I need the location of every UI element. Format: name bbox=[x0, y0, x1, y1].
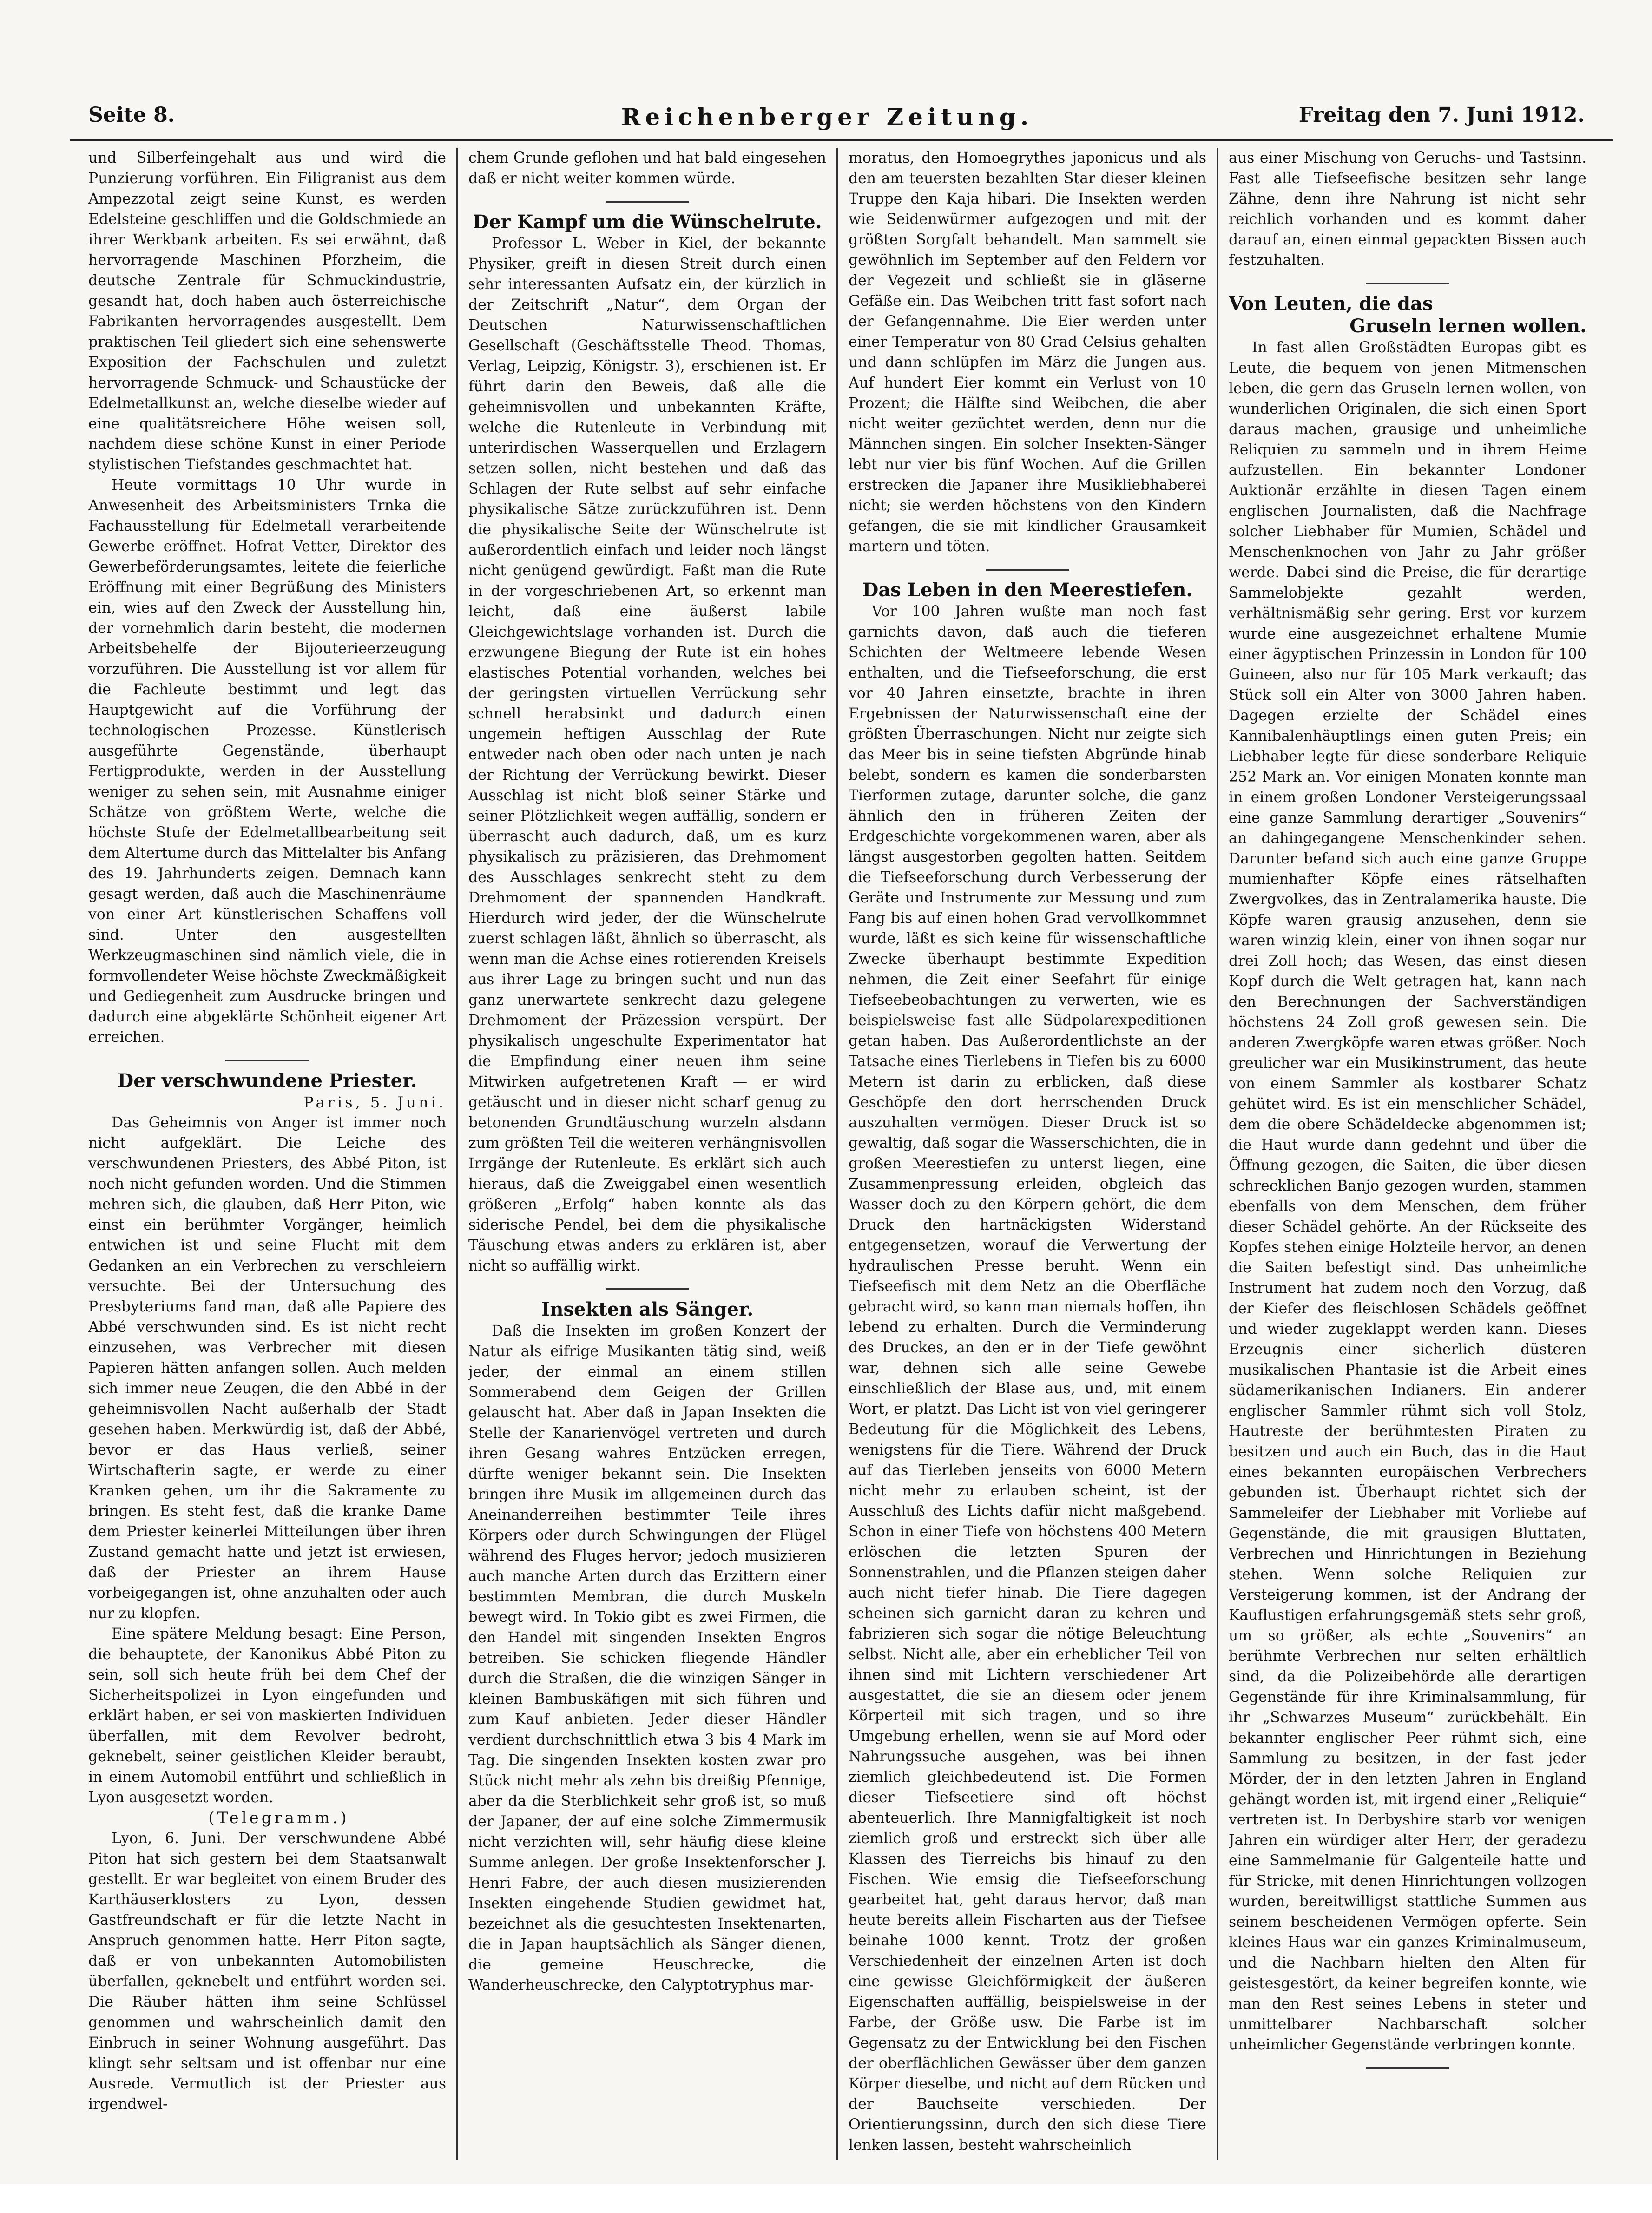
col1-lyon-paragraph: Lyon, 6. Juni. Der verschwundene Abbé Piton hat sich gestern bei dem Staatsanwalt gestellt. Er war begleitet von einem Bruder des Karthäuserklosters zu Lyon, dessen Gastfreundschaft er für die letzte Nacht in Anspruch genommen hatte. Herr Piton sagte, daß er von unbekannten Automobilisten überfallen, geknebelt und entführt worden sei. Die Räuber hätten ihm seine Schlüssel genommen und wahrscheinlich damit den Einbruch in seiner Wohnung ausgeführt. Das klingt sehr seltsam und ist offenbar nur eine Ausrede. Vermutlich ist der Priester aus irgendwel- bbox=[88, 1830, 446, 2113]
heading-insects: Insekten als Sänger. bbox=[541, 1298, 754, 1320]
col4-gruseln-paragraph: In fast allen Großstädten Europas gibt es Leute, die bequem von jenen Mitmenschen leben, die gern das Gruseln lernen wollen, von wunderlichen Originalen, die sich einen Sport daraus machen, grausige und unheimliche Reliquien zu sammeln und in ihrem Heime aufzustellen. Ein bekannter Londoner Auktionär erzählte in diesen Tagen einem englischen Journalisten, daß die Nachfrage solcher Liebhaber für Mumien, Schädel und Menschenknochen von Jahr zu Jahr größer werde. Dabei sind die Preise, die für derartige Sammelobjekte gezahlt werden, verhältnismäßig sehr gering. Erst vor kurzem wurde eine ausgezeichnet erhaltene Mumie einer ägyptischen Prinzessin in London für 100 Guineen, also nur für 105 Mark verkauft; das Stück soll ein Alter von 3000 Jahren haben. Dagegen erzielte der Schädel eines Kannibalenhäuptlings einen guten Preis; ein Liebhaber legte für diese sonderbare Reliquie 252 Mark an. Vor einigen Monaten konnte man in einem großen Londoner Versteigerungssaal eine ganze Sammlung derartiger „Souvenirs“ an dahingegangene Menschenkinder sehen. Darunter befand sich auch eine ganze Gruppe mumienhafter Köpfe eines rätselhaften Zwergvolkes, das in Zentralamerika hauste. Die Köpfe waren grausig anzusehen, denn sie waren winzig klein, einer von ihnen sogar nur drei Zoll hoch; das Wesen, das einst diesen Kopf durch die Welt getragen hat, kann nach den Berechnungen der Sachverständigen höchstens 24 Zoll groß gewesen sein. Die anderen Zwergköpfe waren etwas größer. Noch greulicher war ein Musikinstrument, das heute von einem Sammler als kostbarer Schatz gehütet wird. Es ist ein menschlicher Schädel, dem die obere Schädeldecke abgenommen ist; die Haut wurde dann gedehnt und über die Öffnung gezogen, die Saiten, die über diesen schrecklichen Banjo gezogen wurden, stammen ebenfalls von dem Menschen, dem früher dieser Schädel gehörte. An der Rückseite des Kopfes stehen einige Holzteile hervor, an denen die Saiten befestigt sind. Das unheimliche Instrument hat zudem noch den Vorzug, daß der Kiefer des fleischlosen Schädels geöffnet und wieder zugeklappt werden kann. Dieses Erzeugnis einer sicherlich düsteren musikalischen Phantasie ist die Arbeit eines südamerikanischen Indianers. Ein anderer englischer Sammler rühmt sich voll Stolz, Hautreste der berühmtesten Piraten zu besitzen und auch ein Buch, das in die Haut eines bekannten europäischen Verbrechers gebunden ist. Überhaupt richtet sich der Sammeleifer der Liebhaber mit Vorliebe auf Gegenstände, die mit grausigen Bluttaten, Verbrechen und Hinrichtungen in Beziehung stehen. Wenn solche Reliquien zur Versteigerung kommen, ist der Andrang der Kauflustigen erfahrungsgemäß stets sehr groß, um so größer, als echte „Souvenirs“ an berühmte Verbrechen nur selten erhältlich sind, da die Polizeibehörde alle derartigen Gegenstände für ihre Kriminalsammlung, für ihr „Schwarzes Museum“ zurückbehält. Ein bekannter englischer Peer rühmt sich, eine Sammlung zu besitzen, in der fast jeder Mörder, der in den letzten Jahren in England gehängt worden ist, mit irgend einer „Reliquie“ vertreten ist. In Derbyshire starb vor wenigen Jahren ein würdiger alter Herr, der geradezu eine Sammelmanie für Galgenteile hatte und für Stricke, mit denen Hinrichtungen vollzogen wurden, bereitwilligst stattliche Summen aus seinem bescheidenen Vermögen opferte. Sein kleines Haus war ein ganzes Kriminalmuseum, und die Nachbarn hielten den Alten für geistesgestört, da keiner begreifen konnte, wie man den Rest seines Lebens in steter und unmittelbarer Nachbarschaft solcher unheimlicher Gegenstände verbringen konnte. bbox=[1229, 339, 1586, 2053]
separator bbox=[986, 569, 1069, 571]
column-1 bbox=[88, 148, 446, 2160]
separator bbox=[606, 1288, 689, 1290]
issue-date: Freitag den 7. Juni 1912. bbox=[1298, 103, 1585, 127]
heading-gruseln-line2: Gruseln lernen wollen. bbox=[1349, 315, 1586, 337]
dateline-paris: Paris, 5. Juni. bbox=[303, 1093, 446, 1111]
col4-intro: aus einer Mischung von Geruchs- und Tastsinn. Fast alle Tiefseefische besitzen sehr lange Zähne, denn ihre Nahrung ist nicht sehr reichlich vorhanden und es kommt daher darauf an, einen einmal gepackten Bissen auch festzuhalten. bbox=[1229, 150, 1586, 269]
column-divider bbox=[456, 148, 458, 2160]
col2-insects-paragraph: Daß die Insekten im großen Konzert der Natur als eifrige Musikanten tätig sind, weiß jeder, der einmal an einem stillen Sommerabend dem Geigen der Grillen gelauscht hat. Aber daß in Japan Insekten die Stelle der Kanarienvögel vertreten und durch ihren Gesang wahres Entzücken erregen, dürfte weniger bekannt sein. Die Insekten bringen ihre Musik im allgemeinen durch das Aneinanderreihen bestimmter Teile ihres Körpers oder durch Schwingungen der Flügel während des Fluges hervor; jedoch musizieren auch manche Arten durch das Erzittern einer bestimmten Membran, die durch Muskeln bewegt wird. In Tokio gibt es zwei Firmen, die den Handel mit singenden Insekten Engros betreiben. Sie schicken fliegende Händler durch die Straßen, die die winzigen Sänger in kleinen Bambuskäfigen mit sich führen und zum Kauf anbieten. Jeder dieser Händler verdient durchschnittlich etwa 3 bis 4 Mark im Tag. Die singenden Insekten kosten zwar pro Stück nicht mehr als zehn bis dreißig Pfennige, aber da die Sterblichkeit sehr groß ist, so muß der Japaner, der auf eine solche Zimmermusik nicht verzichten will, sehr häufig diese kleine Summe anlegen. Der große Insektenforscher J. Henri Fabre, der auch diesen musizierenden Insekten eingehende Studien gewidmet hat, bezeichnet als die gesuchtesten Insektenarten, die in Japan hauptsächlich als Sänger dienen, die gemeine Heuschrecke, die Wanderheuschrecke, den Calyptotryphus mar- bbox=[468, 1323, 826, 1994]
separator bbox=[225, 1060, 309, 1061]
separator bbox=[606, 201, 689, 203]
page-header bbox=[70, 103, 1585, 140]
column-divider bbox=[836, 148, 838, 2160]
col1-exhibition-paragraph: Heute vormittags 10 Uhr wurde in Anwesenheit des Arbeitsministers Trnka die Fachausstellung für Edelmetall verarbeitende Gewerbe eröffnet. Hofrat Vetter, Direktor des Gewerbeförderungsamtes, leitete die feierliche Eröffnung mit einer Begrüßung des Ministers ein, wies auf den Zweck der Ausstellung hin, der vornehmlich darin besteht, die modernen Arbeitsbehelfe der Bijouterieerzeugung vorzuführen. Die Ausstellung ist vor allem für die Fachleute bestimmt und legt das Hauptgewicht auf die Vorführung der technologischen Prozesse. Künstlerisch ausgeführte Gegenstände, überhaupt Fertigprodukte, werden in der Ausstellung weniger zu sehen sein, mit Ausnahme einiger Schätze von größtem Werte, welche die höchste Stufe der Edelmetallbearbeitung seit dem Altertume durch das Mittelalter bis Anfang des 19. Jahrhunderts zeigen. Demnach kann gesagt werden, daß auch die Maschinenräume von einer Art künstlerischen Schaffens voll sind. Unter den ausgestellten Werkzeugmaschinen sind nämlich viele, die in formvollendeter Weise höchste Zweckmäßigkeit und Gediegenheit zum Ausdrucke bringen und dadurch eine abgeklärte Schönheit eigener Art erreichen. bbox=[88, 477, 446, 1046]
column-2 bbox=[468, 148, 826, 2160]
bottom-margin bbox=[0, 2184, 1652, 2213]
col2-intro: chem Grunde geflohen und hat bald eingesehen daß er nicht weiter kommen würde. bbox=[468, 150, 826, 187]
col3-deep-sea-paragraph: Vor 100 Jahren wußte man noch fast garnichts davon, daß auch die tieferen Schichten der Weltmeere lebende Wesen enthalten, und die Tiefseeforschung, die erst vor 40 Jahren einsetzte, brachte in ihren Ergebnissen der Naturwissenschaft eine der größten Überraschungen. Nicht nur zeigte sich das Meer bis in seine tiefsten Abgründe hinab belebt, sondern es kamen die sonderbarsten Tierformen zutage, darunter solche, die ganz ähnlich den in früheren Zeiten der Erdgeschichte vorgekommenen waren, aber als längst ausgestorben gegolten hatten. Seitdem die Tiefseeforschung durch Verbesserung der Geräte und Instrumente zur Messung und zum Fang bis auf einen hohen Grad vervollkommnet wurde, läßt es sich keine für wissenschaftliche Zwecke überhaupt bestimmte Expedition nehmen, die Zeit einer Seefahrt für einige Tiefseebeobachtungen zu verwerten, wie es beispielsweise fast alle Südpolarexpeditionen getan haben. Das Außerordentlichste an der Tatsache eines Tierlebens in Tiefen bis zu 6000 Metern ist darin zu erblicken, daß diese Geschöpfe den dort herrschenden Druck auszuhalten vermögen. Dieser Druck ist so gewaltig, daß sogar die Wasserschichten, die in großen Meerestiefen zu unterst liegen, eine Zusammenpressung erleiden, obgleich das Wasser doch zu den Körpern gehört, die dem Druck den hartnäckigsten Widerstand entgegensetzen, worauf die Verwertung der hydraulischen Presse beruht. Wenn ein Tiefseefisch mit dem Netz an die Oberfläche gebracht wird, so kann man niemals hoffen, ihn lebend zu erhalten. Durch die Verminderung des Druckes, an den er in der Tiefe gewöhnt war, dehnen sich alle seine Gewebe einschließlich der Blase aus, und, mit einem Wort, er platzt. Das Licht ist von viel geringerer Bedeutung für die Möglichkeit des Lebens, wenigstens für die Tiere. Während der Druck auf das Tierleben jenseits von 6000 Metern nicht mehr zu erlauben scheint, ist der Ausschluß des Lichts dafür nicht maßgebend. Schon in einer Tiefe von höchstens 400 Metern erlöschen die letzten Spuren der Sonnenstrahlen, und die Pflanzen steigen daher auch nicht tiefer hinab. Die Tiere dagegen scheinen sich garnicht daran zu kehren und fabrizieren sich sogar die nötige Beleuchtung selbst. Nicht alle, aber ein erheblicher Teil von ihnen sind mit Lichtern verschiedener Art ausgestattet, die sie an diesem oder jenem Körperteil mit sich tragen, und so ihre Umgebung erhellen, wenn sie auf Mord oder Nahrungssuche ausgehen, was bei ihnen ziemlich gleichbedeutend ist. Die Formen dieser Tiefseetiere sind oft höchst abenteuerlich. Ihre Mannigfaltigkeit ist noch ziemlich groß und erstreckt sich über alle Klassen des Tierreichs bis hinauf zu den Fischen. Wie emsig die Tiefseeforschung gearbeitet hat, geht daraus hervor, daß man heute bereits allein Fischarten aus der Tiefsee beinahe 1000 kennt. Trotz der großen Verschiedenheit der einzelnen Arten ist doch eine gewisse Gleichförmigkeit der äußeren Eigenschaften auffällig, beispielsweise in der Farbe, der Größe usw. Die Farbe ist im Gegensatz zu der Entwicklung bei den Fischen der oberflächlichen Gewässer über dem ganzen Körper dieselbe, und nicht auf dem Rücken und der Bauchseite verschieden. Der Orientierungssinn, durch den sich diese Tiere lenken lassen, besteht wahrscheinlich bbox=[849, 603, 1206, 2154]
col3-intro: moratus, den Homoegrythes japonicus und als den am teuersten bezahlten Star dieser kleinen Truppe den Kaja hibari. Die Insekten werden wie Seidenwürmer aufgezogen und mit der größten Sorgfalt behandelt. Man sammelt sie gewöhnlich im September auf den Feldern vor der Vegezeit und schließt sie in gläserne Gefäße ein. Das Weibchen tritt fast sofort nach der Gefangennahme. Die Eier werden unter einer Temperatur von 80 Grad Celsius gehalten und dann schlüpfen im März die Jungen aus. Auf hundert Eier kommt ein Verlust von 10 Prozent; die Hälfte sind Weibchen, die aber nicht weiter gezüchtet werden, denn nur die Männchen singen. Ein solcher Insekten-Sänger lebt nur vier bis fünf Wochen. Auf die Grillen erstrecken die Japaner ihre Musikliebhaberei nicht; sie werden höchstens von den Kindern gefangen, die sie mit kindlicher Grausamkeit martern und töten. bbox=[849, 150, 1206, 555]
col2-divining-paragraph: Professor L. Weber in Kiel, der bekannte Physiker, greift in diesen Streit durch einen sehr interessanten Aufsatz ein, der kürzlich in der Zeitschrift „Natur“, dem Organ der Deutschen Naturwissenschaftlichen Gesellschaft (Geschäftsstelle Theod. Thomas, Verlag, Leipzig, Königstr. 3), erschienen ist. Er führt darin den Beweis, daß alle die geheimnisvollen und unbekannten Kräfte, welche die Rutenleute in Verbindung mit unterirdischen Wasserquellen und Erzlagern setzen sollen, nicht bestehen und daß das Schlagen der Rute selbst auf sehr einfache physikalische Sätze zurückzuführen ist. Denn die physikalische Seite der Wünschelrute ist außerordentlich einfach und leider noch längst nicht genügend gewürdigt. Faßt man die Rute in der vorgeschriebenen Art, so erkennt man leicht, daß eine äußerst labile Gleichgewichtslage vorhanden ist. Durch die erzwungene Biegung der Rute ist ein hohes elastisches Potential vorhanden, welches bei der geringsten virtuellen Verrückung sehr schnell herabsinkt und dadurch einen ungemein heftigen Ausschlag der Rute entweder nach oben oder nach unten je nach der Richtung der Verrückung bewirkt. Dieser Ausschlag ist nicht bloß seiner Stärke und seiner Plötzlichkeit wegen auffällig, sondern er überrascht auch dadurch, daß, um es kurz physikalisch zu präzisieren, das Drehmoment des Ausschlages senkrecht steht zu dem Drehmoment der spannenden Handkraft. Hierdurch wird jeder, der die Wünschelrute zuerst schlagen läßt, ähnlich so überrascht, als wenn man die Achse eines rotierenden Kreisels aus ihrer Lage zu bringen sucht und nun das ganz unerwartete senkrecht dazu gelegene Drehmoment der Präzession verspürt. Der physikalisch ungeschulte Experimentator hat die Empfindung einer neuen ihm seine Mitwirken aufgetretenen Kraft — er wird getäuscht und in dieser nicht scharf genug zu betonenden Grundtäuschung wurzeln alsdann zum größten Teil die weiteren verhängnisvollen Irrgänge der Rutenleute. Es erklärt sich auch hieraus, daß die Zweiggabel einen wesentlich größeren „Erfolg“ haben konnte als das siderische Pendel, bei dem die physikalische Täuschung etwas anders zu erklären ist, aber nicht so auffällig wirkt. bbox=[468, 235, 826, 1274]
heading-deep-sea: Das Leben in den Meerestiefen. bbox=[862, 579, 1193, 601]
heading-gruseln-line1: Von Leuten, die das bbox=[1229, 293, 1433, 315]
col1-priest-paragraph: Das Geheimnis von Anger ist immer noch nicht aufgeklärt. Die Leiche des verschwundenen Priesters, des Abbé Piton, ist noch nicht gefunden worden. Und die Stimmen mehren sich, die glauben, daß Herr Piton, wie einst ein berühmter Vorgänger, heimlich entwichen ist und seine Flucht mit dem Gedanken an ein Verbrechen zu verschleiern versuchte. Bei der Untersuchung des Presbyteriums fand man, daß alle Papiere des Abbé verschwunden sind. Es ist nicht recht einzusehen, was Verbrecher mit diesen Papieren hätten anfangen sollen. Auch melden sich immer neue Zeugen, die den Abbé in der geheimnisvollen Nacht außerhalb der Stadt gesehen haben. Merkwürdig ist, daß der Abbé, bevor er das Haus verließ, seiner Wirtschafterin sagte, er werde zu einer Kranken gehen, um ihr die Sakramente zu bringen. Es steht fest, daß die kranke Dame dem Priester keinerlei Mitteilungen über ihren Zustand gemacht hatte und jetzt ist erwiesen, daß der Priester an ihrem Hause vorbeigegangen ist, ohne anzuhalten oder auch nur zu klopfen. bbox=[88, 1114, 446, 1622]
col1-later-report: Eine spätere Meldung besagt: Eine Person, die behauptete, der Kanonikus Abbé Piton zu sein, soll sich heute früh bei dem Chef der Sicherheitspolizei in Lyon eingefunden und erklärt haben, er sei von maskierten Individuen überfallen, mit dem Revolver bedroht, geknebelt, seiner geistlichen Kleider beraubt, in einem Automobil entführt und schließlich in Lyon ausgesetzt worden. bbox=[88, 1626, 446, 1806]
newspaper-title: Reichenberger Zeitung. bbox=[621, 103, 1033, 131]
column-4 bbox=[1229, 148, 1586, 2160]
column-3 bbox=[849, 148, 1206, 2160]
separator bbox=[1366, 2067, 1449, 2069]
column-divider bbox=[1217, 148, 1218, 2160]
header-rule bbox=[70, 139, 1613, 141]
page-number: Seite 8. bbox=[88, 103, 175, 127]
heading-divining-rod: Der Kampf um die Wünschelrute. bbox=[473, 211, 822, 233]
heading-priest: Der verschwundene Priester. bbox=[117, 1070, 417, 1092]
col1-intro: und Silberfeingehalt aus und wird die Punzierung vorführen. Ein Filigranist aus dem Ampezzotal zeigt seine Kunst, es werden Edelsteine geschliffen und die Goldschmiede an ihrer Werkbank arbeiten. Es sei erwähnt, daß hervorragende Maschinen Pforzheim, die deutsche Zentrale für Schmuckindustrie, gesandt hat, doch haben auch österreichische Fabrikanten hervorragendes ausgestellt. Dem praktischen Teil gliedert sich eine sehenswerte Exposition der Fachschulen und zuletzt hervorragende Schmuck- und Schaustücke der Edelmetallkunst an, welche dieselbe wieder auf eine qualitätsreichere Höhe weisen soll, nachdem diese schöne Kunst in einer Periode stylistischen Tiefstandes geschmachtet hat. bbox=[88, 150, 446, 473]
telegram-label: (Telegramm.) bbox=[208, 1809, 349, 1827]
separator bbox=[1366, 283, 1449, 284]
